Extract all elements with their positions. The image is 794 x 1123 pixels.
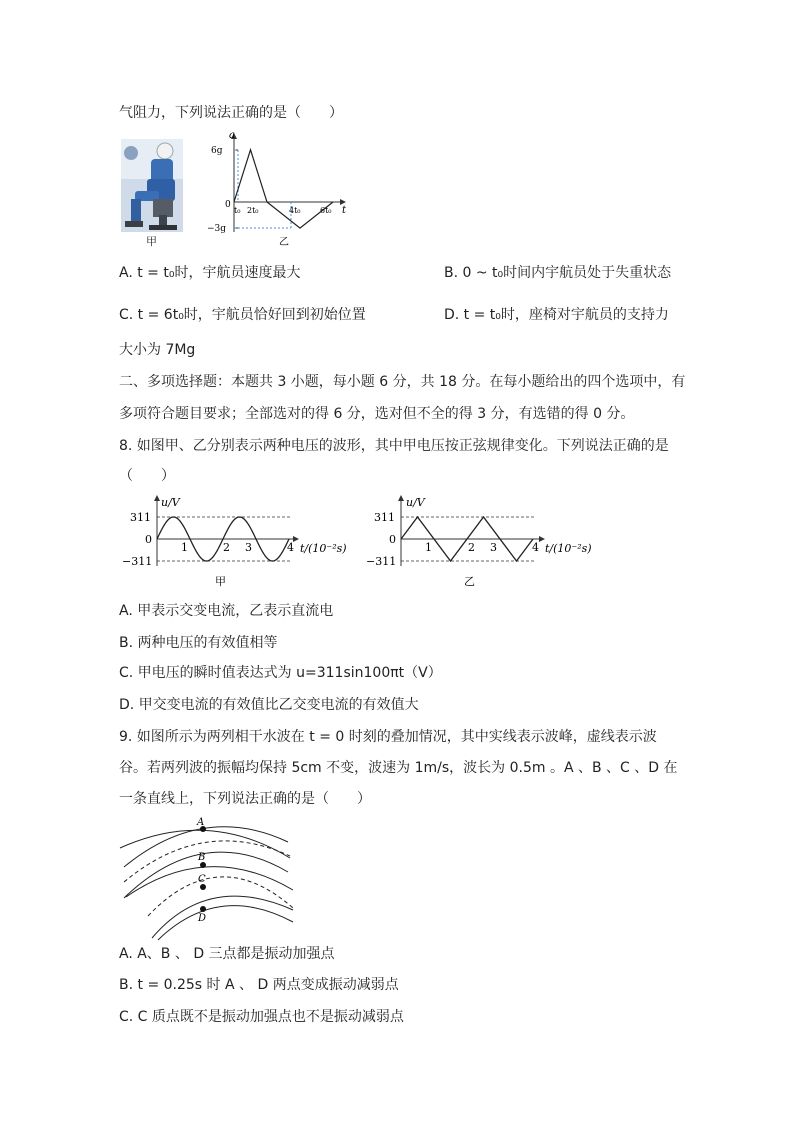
tick-t0: t₀	[234, 206, 241, 215]
trough-line	[148, 877, 293, 916]
q9-stem-line3: 一条直线上，下列说法正确的是（ ）	[119, 791, 371, 807]
voltage-waveform-sine	[118, 494, 358, 590]
label-t: t	[342, 205, 347, 216]
label-311: 311	[374, 511, 395, 524]
label-a: A	[197, 817, 205, 828]
tick-1: 1	[181, 541, 188, 554]
q8-option-b[interactable]: B. 两种电压的有效值相等	[119, 635, 278, 651]
q8-stem-line1: 8. 如图甲、乙分别表示两种电压的波形，其中甲电压按正弦规律变化。下列说法正确的是	[119, 438, 669, 454]
fig-left-caption: 甲	[146, 235, 157, 248]
tick-4: 4	[287, 541, 294, 554]
tick-2: 2	[468, 541, 475, 554]
tick-3: 3	[245, 541, 252, 554]
tick-1: 1	[425, 541, 432, 554]
q9-option-a[interactable]: A. A、B 、 D 三点都是振动加强点	[119, 946, 335, 962]
q8-option-a[interactable]: A. 甲表示交变电流，乙表示直流电	[119, 603, 334, 619]
crest-line	[158, 906, 293, 940]
crest-line	[124, 827, 288, 867]
q7-option-a[interactable]: A. t = t₀时，宇航员速度最大	[119, 265, 301, 281]
tick-6t0: 6t₀	[320, 206, 332, 215]
tick-6g: 6g	[211, 146, 223, 156]
label-d: D	[198, 913, 207, 924]
q7-option-b[interactable]: B. 0 ~ t₀时间内宇航员处于失重状态	[444, 265, 672, 281]
label-neg311: −311	[366, 555, 397, 568]
tick-2: 2	[223, 541, 230, 554]
origin-label: 0	[225, 200, 231, 210]
tick-neg3g: −3g	[207, 224, 227, 234]
q7-stem-tail: 气阻力，下列说法正确的是（ ）	[119, 105, 343, 121]
label-t: t/(10⁻²s)	[300, 542, 347, 555]
label-origin: 0	[145, 533, 152, 546]
q7-option-c[interactable]: C. t = 6t₀时，宇航员恰好回到初始位置	[119, 307, 366, 323]
tick-4: 4	[532, 541, 539, 554]
voltage-waveform-triangle	[340, 494, 600, 590]
astronaut-photo-drawing	[121, 139, 183, 232]
q9-option-b[interactable]: B. t = 0.25s 时 A 、 D 两点变成振动减弱点	[119, 977, 399, 993]
crest-line	[124, 852, 288, 898]
label-u: u/V	[161, 496, 180, 509]
astronaut-photo	[121, 139, 183, 232]
q8-stem-line2: （ ）	[119, 468, 175, 484]
section2-line1: 二、多项选择题：本题共 3 小题，每小题 6 分，共 18 分。在每小题给出的四个选项中，有	[119, 374, 686, 390]
q8-option-c[interactable]: C. 甲电压的瞬时值表达式为 u=311sin100πt（V）	[119, 665, 442, 681]
q9-stem-line2: 谷。若两列波的振幅均保持 5cm 不变，波速为 1m/s，波长为 0.5m 。A 、B 、C 、D 在	[119, 760, 678, 776]
label-t: t/(10⁻²s)	[545, 542, 592, 555]
wave-interference-figure	[118, 812, 298, 942]
label-a: a	[229, 130, 235, 141]
trough-line	[124, 841, 290, 882]
q7-option-d[interactable]: D. t = t₀时，座椅对宇航员的支持力	[444, 307, 669, 323]
section2-line2: 多项符合题目要求；全部选对的得 6 分，选对但不全的得 3 分，有选错的得 0 分。	[119, 406, 635, 422]
caption-right: 乙	[464, 575, 475, 588]
tick-4t0: 4t₀	[289, 206, 301, 215]
point-d	[200, 906, 206, 912]
q9-stem-line1: 9. 如图所示为两列相干水波在 t = 0 时刻的叠加情况，其中实线表示波峰，虚线表示波	[119, 729, 657, 745]
label-311: 311	[130, 511, 151, 524]
caption-left: 甲	[215, 575, 226, 588]
tick-2t0: 2t₀	[247, 206, 259, 215]
tick-3: 3	[490, 541, 497, 554]
crest-line	[152, 896, 293, 938]
graph-caption: 乙	[279, 237, 289, 248]
acceleration-time-graph	[203, 130, 353, 248]
q9-option-c[interactable]: C. C 质点既不是振动加强点也不是振动减弱点	[119, 1009, 404, 1025]
q8-option-d[interactable]: D. 甲交变电流的有效值比乙交变电流的有效值大	[119, 697, 419, 713]
label-neg311: −311	[122, 555, 153, 568]
q7-option-d-continued: 大小为 7Mg	[119, 342, 196, 358]
label-c: C	[198, 874, 206, 885]
crest-line	[126, 867, 293, 897]
label-b: B	[198, 852, 206, 863]
label-origin: 0	[389, 533, 396, 546]
acceleration-curve	[234, 150, 333, 228]
label-u: u/V	[406, 496, 425, 509]
